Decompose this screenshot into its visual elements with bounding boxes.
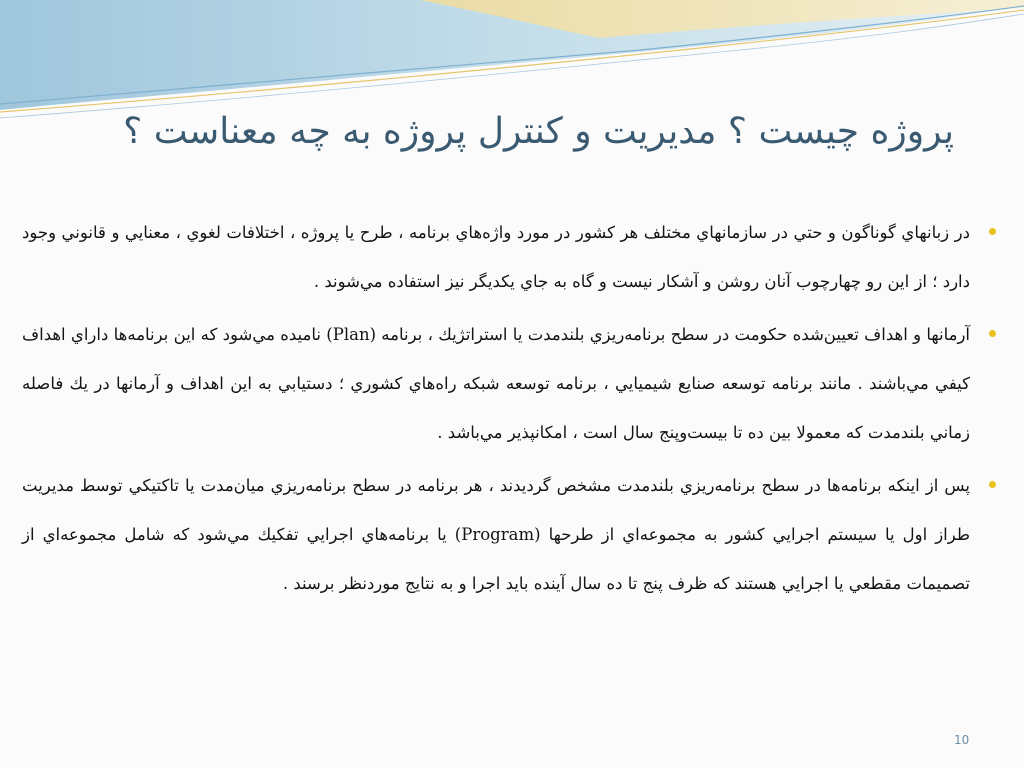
bullet-dot-icon: [989, 228, 996, 235]
bullet-list: [22, 208, 970, 612]
list-item: [22, 461, 970, 608]
page-number: 10: [954, 733, 970, 747]
bullet-text: در زبانهاي گوناگون و حتي در سازمانهاي مختلف هر كشور در مورد واژه‌هاي برنامه ، طرح يا پروژه ، اختلافات لغوي ، معنايي و قانوني وجود دارد ؛ از اين رو چهارچوب آنان روشن و آشكار نيست و گاه به جاي يكديگر نيز استفاده مي‌شوند .: [22, 223, 970, 291]
list-item: [22, 310, 970, 457]
bullet-text: پس از اينكه برنامه‌ها در سطح برنامه‌ريزي بلندمدت مشخص گرديدند ، هر برنامه در سطح برنامه‌ريزي ميان‌مدت يا تاكتيكي توسط مديريت طراز اول يا سيستم اجرايي كشور به مجموعه‌اي از طرحها (Program) يا برنامه‌هاي اجرايي تفكيك مي‌شود كه شامل مجموعه‌اي از تصميمات مقطعي يا اجرايي هستند كه ظرف پنج تا ده سال آينده بايد اجرا و به نتايج موردنظر برسند .: [22, 476, 970, 593]
bullet-dot-icon: [989, 481, 996, 488]
slide-title: پروژه چيست ؟ مديريت و كنترل پروژه به چه معناست ؟: [123, 111, 954, 152]
list-item: [22, 208, 970, 306]
bullet-text: آرمانها و اهداف تعيين‌شده حكومت در سطح برنامه‌ريزي بلندمدت يا استراتژيك ، برنامه (Plan) ناميده مي‌شود كه اين برنامه‌ها داراي اهداف كيفي مي‌باشند . مانند برنامه توسعه صنايع شيميايي ، برنامه توسعه شبكه راه‌هاي كشوري ؛ دستيابي به اين اهداف و آرمانها در يك فاصله زماني بلندمدت كه معمولا بين ده تا بيست‌وپنج سال است ، امكانپذير مي‌باشد .: [22, 325, 971, 442]
bullet-dot-icon: [989, 330, 996, 337]
